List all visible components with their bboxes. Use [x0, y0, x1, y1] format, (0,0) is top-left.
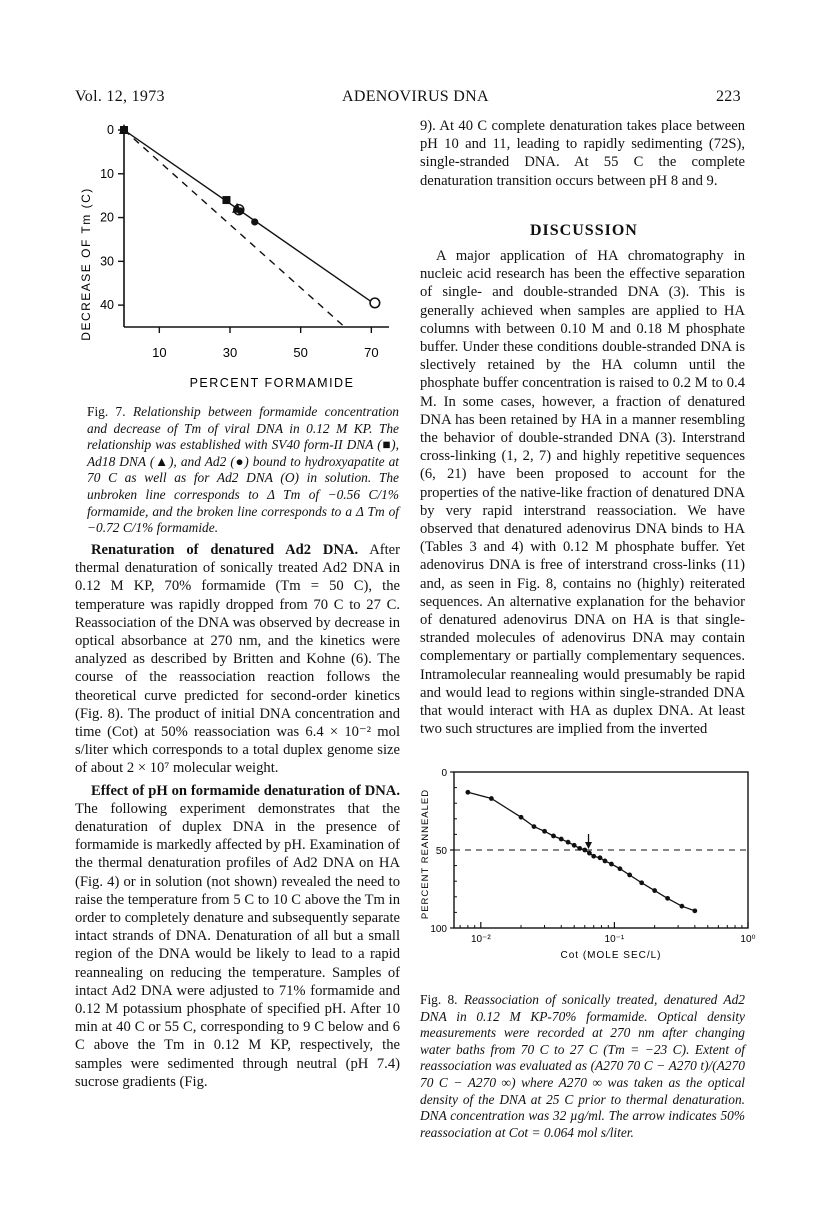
fig8-caption-text: Reassociation of sonically treated, denatured Ad2 DNA in 0.12 M KP-70% formamide. Optical density measurements were recorded at 270 nm after changing water baths from 70 C to 27 C (Tm = −23 C). Extent of reassociation was evaluated as (A270 70 C − A270 t)/(A270 70 C − A270 ∞) where A270 ∞ was taken as the optical density of the DNA at 25 C prior to thermal denaturation. DNA concentration was 32 µg/ml. The arrow indicates 50% reassociation at Cot = 0.064 mol s/liter. — [420, 992, 745, 1140]
fig7-ylabel: DECREASE OF Tm (C) — [79, 187, 93, 341]
fig7-point-open-circle — [370, 298, 380, 308]
fig7-xlabel: PERCENT FORMAMIDE — [189, 376, 355, 390]
fig8-data-point — [603, 859, 608, 864]
fig8-data-point — [598, 855, 603, 860]
fig8-data-point — [582, 848, 587, 853]
fig8-data-point — [519, 815, 524, 820]
fig7-caption-text: Relationship between formamide concentration and decrease of Tm of viral DNA in 0.12 M KP. The relationship was established with SV40 form-II DNA (■), Ad18 DNA (▲), and Ad2 (●) bound to hydroxyapatite at 70 C as well as for Ad2 DNA (O) in solution. The unbroken line corresponds to Δ Tm of −0.56 C/1% formamide, and the broken line corresponds to a Δ Tm of −0.72 C/1% formamide. — [87, 404, 399, 536]
fig7-point-circle — [251, 218, 258, 225]
fig8-ylabel: PERCENT REANNEALED — [420, 788, 431, 920]
page-number: 223 — [716, 88, 741, 105]
fig8-x-tick-label: 10⁻¹ — [604, 934, 625, 945]
fig8-data-point — [465, 790, 470, 795]
fig8-x-tick-label: 10⁻² — [470, 934, 491, 945]
left-column-body — [75, 541, 400, 1091]
fig7-x-tick-label: 70 — [364, 345, 379, 360]
fig7-point-circle — [120, 126, 127, 133]
discussion-heading: DISCUSSION — [530, 222, 638, 239]
figure-7-chart — [72, 112, 402, 397]
fig8-data-point — [489, 796, 494, 801]
fig8-data-point — [639, 880, 644, 885]
ph-effect-heading: Effect of pH on formamide denaturation of DNA. — [91, 782, 400, 799]
fig7-y-tick-label: 10 — [100, 166, 114, 181]
fig8-data-point — [542, 829, 547, 834]
fig8-data-point — [618, 866, 623, 871]
ph-effect-paragraph: The following experiment demonstrates that the denaturation of duplex DNA in the presence of formamide is markedly affected by pH. Examination of the thermal denaturation profiles of Ad2 DNA on HA (Fig. 4) or in solution (not shown) revealed the need to raise the temperature from 5 C to 10 C above the Tm in order to completely denature and subsequently separate intact strands of DNA. Denaturation of all but a small region of the DNA would be likely to lead to a rapid reannealing on reducing the temperature. Samples of intact Ad2 DNA were adjusted to 71% formamide and 0.12 M potassium phosphate of specified pH. After 10 min at 40 C or 55 C, corresponding to 9 C below and 6 C above the Tm in 0.12 M KP, respectively, the samples were sedimented through neutral (pH 7.4) sucrose gradients (Fig. — [75, 800, 400, 1090]
discussion-body — [420, 247, 745, 738]
fig8-data-point — [652, 888, 657, 893]
fig8-y-tick-label: 100 — [430, 924, 447, 935]
fig7-broken-line — [124, 130, 347, 329]
running-header-title: ADENOVIRUS DNA — [342, 88, 489, 105]
fig7-x-tick-label: 50 — [293, 345, 308, 360]
fig8-data-point — [679, 904, 684, 909]
fig7-unbroken-line — [124, 130, 375, 304]
figure-8-chart — [416, 756, 756, 968]
fig8-data-point — [559, 837, 564, 842]
fig8-data-point — [692, 908, 697, 913]
fig8-curve-line — [468, 792, 695, 911]
fig8-data-point — [665, 896, 670, 901]
fig8-data-point — [566, 840, 571, 845]
figure-8-caption — [420, 992, 745, 1141]
fig8-caption-label: Fig. 8. — [420, 992, 458, 1007]
fig7-x-tick-label: 10 — [152, 345, 167, 360]
fig8-data-point — [572, 843, 577, 848]
fig8-xlabel: Cot (MOLE SEC/L) — [560, 950, 662, 961]
fig8-data-point — [587, 851, 592, 856]
fig7-x-tick-label: 30 — [222, 345, 238, 360]
renaturation-paragraph: After thermal denaturation of sonically treated Ad2 DNA in 0.12 M KP, 70% formamide (Tm = 50 C), the temperature was rapidly dropped from 70 C to 27 C. Reassociation of the DNA was observed by decrease in optical absorbance at 270 nm, and the kinetics were analyzed as described by Britten and Kohne (6). The course of the reassociation reaction follows the theoretical curve predicted for second-order kinetics (Fig. 8). The product of initial DNA concentration and time (Cot) at 50% reassociation was 6.4 × 10⁻² mol s/liter which corresponds to a total duplex genome size of about 2 × 10⁷ molecular weight. — [75, 542, 401, 777]
fig7-y-tick-label: 20 — [100, 210, 114, 225]
fig8-data-point — [609, 862, 614, 867]
fig7-point-square — [222, 196, 230, 204]
right-top-paragraph: 9). At 40 C complete denaturation takes place between pH 10 and 11, leading to rapidly sedimenting (72S), single-stranded DNA. At 55 C the complete denaturation transition occurs between pH 8 and 9. — [420, 118, 745, 189]
fig8-x-tick-label: 10⁰ — [740, 934, 756, 945]
figure-7-caption — [87, 404, 399, 537]
renaturation-heading: Renaturation of denatured Ad2 DNA. — [91, 542, 359, 558]
fig7-y-tick-label: 0 — [107, 123, 114, 137]
fig8-arrow-head — [585, 842, 592, 849]
fig8-data-point — [627, 873, 632, 878]
fig8-data-point — [532, 824, 537, 829]
fig8-data-point — [591, 854, 596, 859]
discussion-paragraph: A major application of HA chromatography in nucleic acid research has been the effective separation of single- and double-stranded DNA (3). This is generally achieved when samples are applied to HA columns with between 0.10 M and 0.18 M phosphate buffer. Under these conditions double-stranded DNA is slectively retained by the HA column until the phosphate buffer concentration is raised to 0.2 M to 0.4 M. In some cases, however, a fraction of denatured DNA has been retained by HA in a manner resembling the behavior of double-stranded DNA (3). Interstrand cross-linking (1, 2, 7) and highly repetitive sequences (6, 21) have been proposed to account for the properties of the native-like fraction of denatured DNA by very rapid interstrand reassociation. We have observed that denatured adenovirus DNA binds to HA (Tables 3 and 4) with 0.12 M phosphate buffer. Yet adenovirus DNA is free of interstrand cross-links (11) and, as seen in Fig. 8, contains no (highly) reiterated sequences. An alternative explanation for the behavior of denatured adenovirus DNA on HA is that single-stranded molecules of adenovirus DNA may contain complementary or partially complementary sequences. Intramolecular reannealing would presumably be rapid and would lead to regions within single-stranded DNA that would interact with HA as duplex DNA. At least two such structures are implied from the inverted — [420, 248, 745, 738]
fig7-y-tick-label: 30 — [100, 254, 114, 269]
running-header-volume: Vol. 12, 1973 — [75, 88, 165, 105]
fig8-data-point — [577, 846, 582, 851]
right-column-top — [420, 117, 745, 190]
fig8-y-tick-label: 0 — [441, 768, 447, 779]
fig8-data-point — [551, 834, 556, 839]
fig7-caption-label: Fig. 7. — [87, 404, 126, 419]
fig8-y-tick-label: 50 — [435, 846, 447, 857]
fig7-y-tick-label: 40 — [100, 298, 114, 313]
